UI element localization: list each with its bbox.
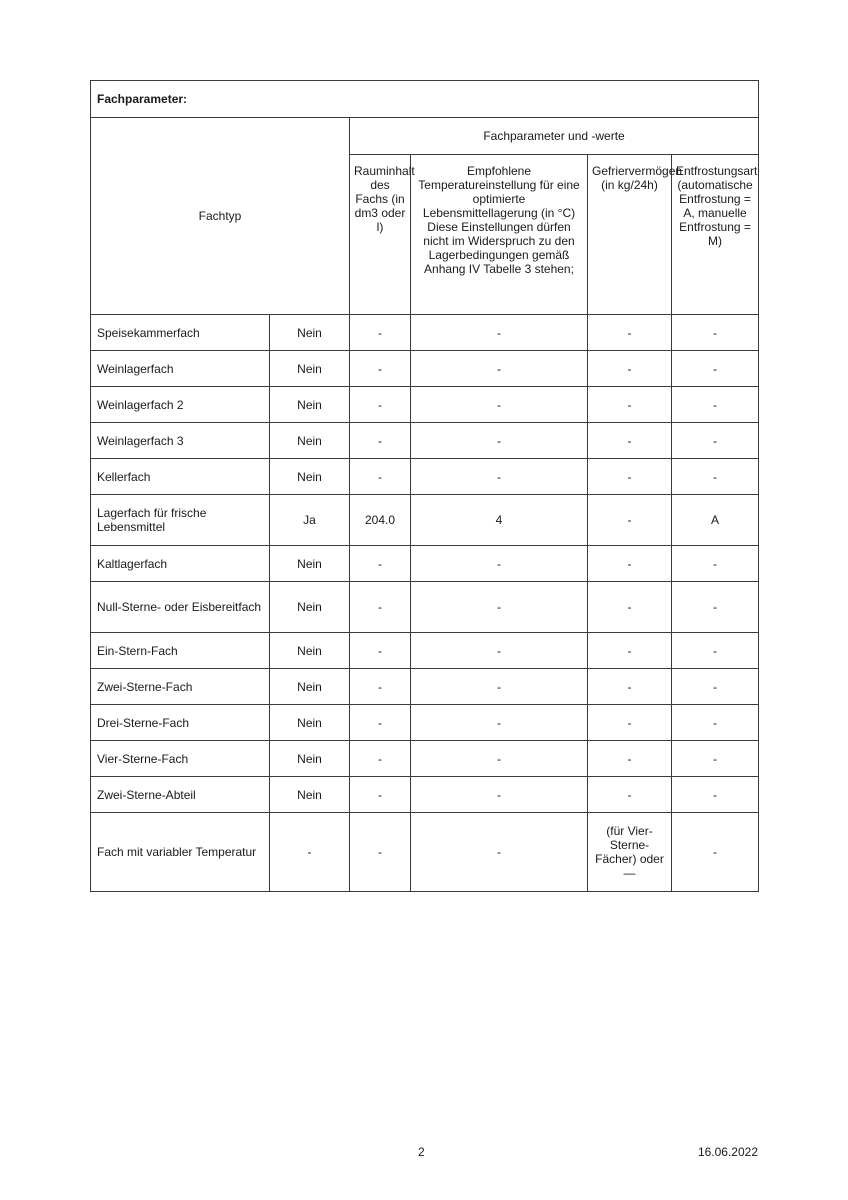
table-row <box>91 633 759 669</box>
compartment-name: Lagerfach für frische Lebensmittel <box>91 495 270 546</box>
compartment-name: Weinlagerfach <box>91 351 270 387</box>
compartment-name: Weinlagerfach 3 <box>91 423 270 459</box>
freezing-value: - <box>588 705 672 741</box>
defrost-value: - <box>672 777 759 813</box>
table-row <box>91 459 759 495</box>
compartment-name: Speisekammerfach <box>91 315 270 351</box>
freezing-value: - <box>588 633 672 669</box>
temperature-value: - <box>411 423 588 459</box>
volume-value: - <box>350 633 411 669</box>
freezing-value: - <box>588 741 672 777</box>
defrost-value: - <box>672 459 759 495</box>
freezing-value: - <box>588 546 672 582</box>
table-row <box>91 582 759 633</box>
freezing-value: - <box>588 387 672 423</box>
freezing-value: - <box>588 495 672 546</box>
defrost-value: - <box>672 351 759 387</box>
freezing-value: - <box>588 669 672 705</box>
compartment-name: Kaltlagerfach <box>91 546 270 582</box>
present-value: Nein <box>270 387 350 423</box>
temperature-value: - <box>411 813 588 892</box>
volume-value: - <box>350 705 411 741</box>
defrost-value: - <box>672 546 759 582</box>
present-value: Nein <box>270 423 350 459</box>
compartment-name: Null-Sterne- oder Eisbereitfach <box>91 582 270 633</box>
temperature-value: - <box>411 777 588 813</box>
volume-value: - <box>350 546 411 582</box>
compartment-name: Weinlagerfach 2 <box>91 387 270 423</box>
temperature-value: - <box>411 669 588 705</box>
freezing-value: - <box>588 351 672 387</box>
freezing-value: (für Vier-Sterne-Fächer) oder — <box>588 813 672 892</box>
freezing-value: - <box>588 423 672 459</box>
defrost-value: - <box>672 387 759 423</box>
volume-value: - <box>350 387 411 423</box>
defrost-value: - <box>672 633 759 669</box>
present-value: Nein <box>270 582 350 633</box>
freezing-value: - <box>588 459 672 495</box>
compartment-name: Kellerfach <box>91 459 270 495</box>
defrost-value: - <box>672 423 759 459</box>
volume-header: Rauminhalt des Fachs (in dm3 oder l) <box>350 155 411 315</box>
freezing-value: - <box>588 777 672 813</box>
table-row <box>91 387 759 423</box>
present-value: - <box>270 813 350 892</box>
compartment-name: Drei-Sterne-Fach <box>91 705 270 741</box>
temperature-value: - <box>411 351 588 387</box>
present-value: Nein <box>270 777 350 813</box>
volume-value: - <box>350 669 411 705</box>
defrost-value: - <box>672 669 759 705</box>
freezing-value: - <box>588 582 672 633</box>
compartment-name: Zwei-Sterne-Abteil <box>91 777 270 813</box>
present-value: Ja <box>270 495 350 546</box>
temperature-value: - <box>411 705 588 741</box>
present-value: Nein <box>270 669 350 705</box>
table-row <box>91 423 759 459</box>
footer-date: 16.06.2022 <box>697 1145 758 1159</box>
table-row <box>91 351 759 387</box>
table-title: Fachparameter: <box>91 81 759 118</box>
table-row <box>91 546 759 582</box>
volume-value: 204.0 <box>350 495 411 546</box>
compartment-name: Zwei-Sterne-Fach <box>91 669 270 705</box>
compartment-name: Ein-Stern-Fach <box>91 633 270 669</box>
volume-value: - <box>350 459 411 495</box>
temperature-header: Empfohlene Temperatureinstellung für eine optimierte Lebensmittellagerung (in °C) Diese Einstellungen dürfen nicht im Widerspruch zu den Lagerbedingungen gemäß Anhang IV Tabelle 3 stehen; <box>411 155 588 315</box>
defrost-value: A <box>672 495 759 546</box>
present-value: Nein <box>270 633 350 669</box>
defrost-value: - <box>672 741 759 777</box>
temperature-value: - <box>411 741 588 777</box>
freezing-capacity-header: Gefriervermögen (in kg/24h) <box>588 155 672 315</box>
volume-value: - <box>350 423 411 459</box>
compartment-name: Vier-Sterne-Fach <box>91 741 270 777</box>
page-number: 2 <box>418 1145 425 1159</box>
temperature-value: - <box>411 582 588 633</box>
temperature-value: - <box>411 459 588 495</box>
compartment-parameters-table <box>90 80 759 892</box>
present-value: Nein <box>270 705 350 741</box>
table-row <box>91 777 759 813</box>
volume-value: - <box>350 582 411 633</box>
volume-value: - <box>350 351 411 387</box>
table-row <box>91 705 759 741</box>
type-header: Fachtyp <box>91 118 350 315</box>
table-row <box>91 495 759 546</box>
temperature-value: - <box>411 315 588 351</box>
defrost-value: - <box>672 705 759 741</box>
table-row <box>91 813 759 892</box>
defrost-value: - <box>672 813 759 892</box>
temperature-value: 4 <box>411 495 588 546</box>
group-header: Fachparameter und -werte <box>350 118 759 155</box>
present-value: Nein <box>270 351 350 387</box>
defrost-value: - <box>672 582 759 633</box>
volume-value: - <box>350 741 411 777</box>
table-row <box>91 315 759 351</box>
present-value: Nein <box>270 459 350 495</box>
present-value: Nein <box>270 741 350 777</box>
present-value: Nein <box>270 315 350 351</box>
defrost-value: - <box>672 315 759 351</box>
freezing-value: - <box>588 315 672 351</box>
defrost-type-header: Entfrostungsart (automatische Entfrostung = A, manuelle Entfrostung = M) <box>672 155 759 315</box>
temperature-value: - <box>411 546 588 582</box>
table-row <box>91 669 759 705</box>
volume-value: - <box>350 813 411 892</box>
temperature-value: - <box>411 387 588 423</box>
volume-value: - <box>350 315 411 351</box>
volume-value: - <box>350 777 411 813</box>
present-value: Nein <box>270 546 350 582</box>
table-row <box>91 741 759 777</box>
temperature-value: - <box>411 633 588 669</box>
compartment-name: Fach mit variabler Temperatur <box>91 813 270 892</box>
